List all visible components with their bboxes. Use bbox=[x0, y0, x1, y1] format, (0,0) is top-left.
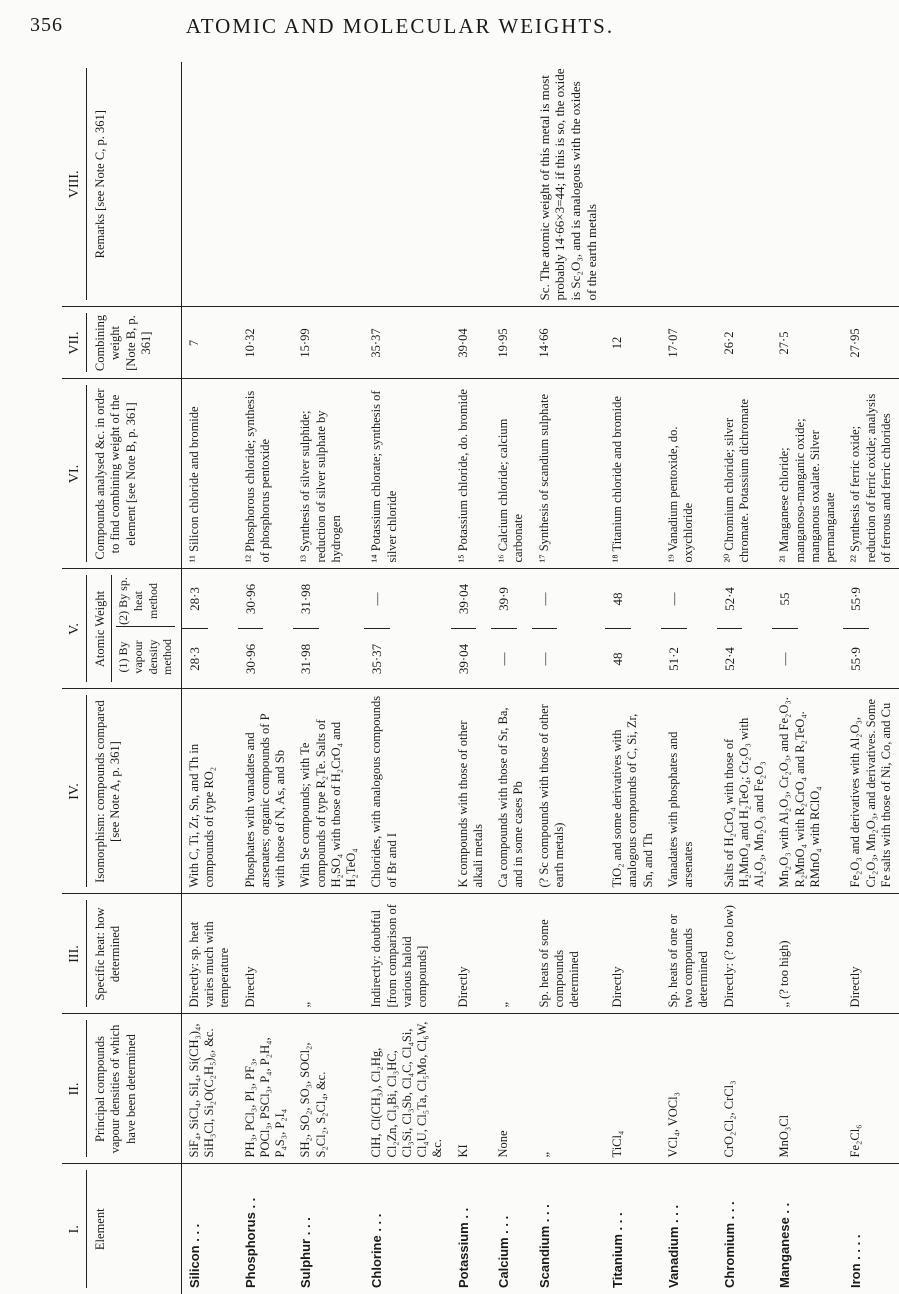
cell-analysed: ¹⁸ Titanium chloride and bromide bbox=[605, 379, 661, 569]
cell-isomorph: TiO₂ and some derivatives with analogous compounds of C, Si, Zr, Sn, and Th bbox=[605, 689, 661, 894]
cell-vapour: SiF₄, SiCl₄, SiI₄, Si(CH₃)₄, SiH₃Cl, Si₂O(C₂H₅)₆, &c. bbox=[181, 1014, 237, 1164]
cell-isomorph: Chlorides, with analogous compounds of Br and I bbox=[364, 689, 450, 894]
cell-analysed: ¹⁹ Vanadium pentoxide, do. oxychloride bbox=[661, 379, 717, 569]
cell-analysed: ¹¹ Silicon chloride and bromide bbox=[181, 379, 237, 569]
cell-isomorph: Fe₂O₃ and derivatives with Al₂O₃, Cr₂O₃, Mn₂O₃, and derivatives. Some Fe salts with those of Ni, Co, and Cu bbox=[843, 689, 899, 894]
cell-remark: Sc. The atomic weight of this metal is most probably 14·66×3=44; if this is so, the oxide is Sc₂O₃, and is analogous with the oxides of the earth metals bbox=[536, 68, 600, 301]
cell-spheat: Directly bbox=[605, 894, 661, 1014]
cell-remark bbox=[772, 62, 843, 307]
cell-element: Chromium . . . bbox=[717, 1164, 773, 1294]
cell-vapour: ClH, Cl(CH₃), Cl₂Hg, Cl₂Zn, Cl₃Bi, Cl₃HC, Cl₃Si, Cl₃Sb, Cl₄C, Cl₄Si, Cl₄U, Cl₅Ta, Cl₅Mo, Cl₆W, &c. bbox=[364, 1014, 450, 1164]
table-row bbox=[843, 62, 899, 1294]
cell-element: Phosphorus . . bbox=[238, 1164, 294, 1294]
cell-aw1: 55·9 bbox=[843, 629, 869, 689]
cell-isomorph: (? Sc compounds with those of other earth metals) bbox=[532, 689, 605, 894]
col-header-isomorphism: IV. Isomorphism: compounds compared [see Note A, p. 361] bbox=[62, 689, 181, 894]
cell-remark bbox=[661, 62, 717, 307]
cell-aw1: 51·2 bbox=[661, 629, 687, 689]
col-header-remarks: VIII. Remarks [see Note C, p. 361] bbox=[62, 62, 181, 307]
cell-comb: 27·95 bbox=[843, 307, 899, 379]
cell-spheat: „ bbox=[491, 894, 532, 1014]
cell-aw1: — bbox=[491, 629, 517, 689]
cell-element: Sulphur . . . bbox=[293, 1164, 364, 1294]
cell-comb: 17·07 bbox=[661, 307, 717, 379]
table-row bbox=[491, 62, 532, 1294]
table-row bbox=[772, 62, 843, 1294]
cell-aw2: — bbox=[665, 592, 681, 606]
cell-comb: 27·5 bbox=[772, 307, 843, 379]
cell-atomic-weight bbox=[293, 569, 364, 689]
cell-aw1: 48 bbox=[605, 629, 631, 689]
cell-comb: 19·95 bbox=[491, 307, 532, 379]
cell-vapour: MnO₃Cl bbox=[772, 1014, 843, 1164]
cell-isomorph: K compounds with those of other alkali metals bbox=[451, 689, 492, 894]
col-header-analysed: VI. Compounds analysed &c. in order to find combining weight of the element [see Note B, p. 361] bbox=[62, 379, 181, 569]
cell-analysed: ²⁰ Chromium chloride; silver chromate. Potassium dichromate bbox=[717, 379, 773, 569]
col-header-atomic-weight: V. Atomic Weight (1) By vapour density method (2) By sp. heat method bbox=[62, 569, 181, 689]
cell-vapour: CrO₂Cl₂, CrCl₃ bbox=[717, 1014, 773, 1164]
cell-remark bbox=[451, 62, 492, 307]
table-row bbox=[661, 62, 717, 1294]
rotated-table-container bbox=[62, 62, 893, 1294]
col-header-element: I. Element bbox=[62, 1164, 181, 1294]
cell-spheat: „ bbox=[293, 894, 364, 1014]
cell-analysed: ¹⁵ Potassium chloride, do. bromide bbox=[451, 379, 492, 569]
cell-remark bbox=[717, 62, 773, 307]
cell-aw2: 30·96 bbox=[242, 583, 258, 615]
cell-aw2: 52·4 bbox=[721, 587, 737, 611]
col-header-spheat: III. Specific heat: how determined bbox=[62, 894, 181, 1014]
cell-comb: 10·32 bbox=[238, 307, 294, 379]
cell-aw1: 39·04 bbox=[451, 629, 477, 689]
page-number: 356 bbox=[30, 14, 63, 36]
cell-aw1: — bbox=[532, 629, 558, 689]
table-row bbox=[717, 62, 773, 1294]
cell-spheat: Directly bbox=[238, 894, 294, 1014]
cell-analysed: ¹² Phosphorous chloride; synthesis of phosphorus pentoxide bbox=[238, 379, 294, 569]
table-row bbox=[293, 62, 364, 1294]
cell-element: Titanium . . . bbox=[605, 1164, 661, 1294]
table-row bbox=[605, 62, 661, 1294]
cell-remark bbox=[293, 62, 364, 307]
cell-spheat: Directly: sp. heat varies much with temperature bbox=[181, 894, 237, 1014]
cell-remark bbox=[605, 62, 661, 307]
cell-atomic-weight bbox=[451, 569, 492, 689]
cell-isomorph: With Se compounds; with Te compounds of type R₂Te. Salts of H₂SO₄ with those of H₂CrO₄ and H₂TeO₄ bbox=[293, 689, 364, 894]
cell-isomorph: With C, Ti, Zr, Sn, and Th in compounds of type RO₂ bbox=[181, 689, 237, 894]
cell-aw2: 39·04 bbox=[455, 583, 471, 615]
table-row bbox=[451, 62, 492, 1294]
cell-element: Potassium . . bbox=[451, 1164, 492, 1294]
cell-atomic-weight bbox=[532, 569, 605, 689]
cell-analysed: ²¹ Manganese chloride; manganoso-manganic oxide; manganous oxalate. Silver permanganate bbox=[772, 379, 843, 569]
cell-comb: 39·04 bbox=[451, 307, 492, 379]
cell-vapour: KI bbox=[451, 1014, 492, 1164]
cell-atomic-weight bbox=[491, 569, 532, 689]
cell-spheat: Directly bbox=[843, 894, 899, 1014]
cell-vapour: None bbox=[491, 1014, 532, 1164]
cell-isomorph: Ca compounds with those of Sr, Ba, and in some cases Pb bbox=[491, 689, 532, 894]
cell-vapour: Fe₂Cl₆ bbox=[843, 1014, 899, 1164]
cell-comb: 7 bbox=[181, 307, 237, 379]
cell-remark bbox=[181, 62, 237, 307]
cell-aw2: 55 bbox=[777, 592, 793, 606]
cell-aw2: 28·3 bbox=[186, 587, 202, 611]
cell-vapour: „ bbox=[532, 1014, 605, 1164]
table-row bbox=[364, 62, 450, 1294]
cell-aw1: 31·98 bbox=[293, 629, 319, 689]
cell-comb: 35·37 bbox=[364, 307, 450, 379]
table-row bbox=[532, 62, 605, 1294]
cell-vapour: PH₃, PCl₃, PI₃, PF₃, POCl₃, PSCl₃, P₄, P₂H₄, P₄S₃, P₂I₄ bbox=[238, 1014, 294, 1164]
cell-atomic-weight bbox=[772, 569, 843, 689]
cell-vapour: TiCl₄ bbox=[605, 1014, 661, 1164]
cell-atomic-weight bbox=[661, 569, 717, 689]
cell-analysed: ¹⁷ Synthesis of scandium sulphate bbox=[532, 379, 605, 569]
cell-spheat: Directly bbox=[451, 894, 492, 1014]
cell-comb: 26·2 bbox=[717, 307, 773, 379]
cell-aw2: 39·9 bbox=[496, 587, 512, 611]
cell-isomorph: Phosphates with vanadates and arsenates; organic compounds of P with those of N, As, and Sb bbox=[238, 689, 294, 894]
cell-analysed: ¹⁴ Potassium chlorate; synthesis of silver chloride bbox=[364, 379, 450, 569]
cell-spheat: „ (? too high) bbox=[772, 894, 843, 1014]
cell-atomic-weight bbox=[605, 569, 661, 689]
cell-element: Calcium . . . bbox=[491, 1164, 532, 1294]
cell-element: Vanadium . . . bbox=[661, 1164, 717, 1294]
cell-atomic-weight bbox=[238, 569, 294, 689]
cell-isomorph: Vanadates with phosphates and arsenates bbox=[661, 689, 717, 894]
cell-element: Iron . . . . bbox=[843, 1164, 899, 1294]
cell-remark bbox=[364, 62, 450, 307]
cell-remark bbox=[843, 62, 899, 307]
cell-isomorph: Salts of H₂CrO₄ with those of H₂MnO₄ and H₂TeO₄; Cr₂O₃ with Al₂O₃, Mn₂O₃ and Fe₂O₃ bbox=[717, 689, 773, 894]
cell-aw2: 31·98 bbox=[298, 583, 314, 615]
cell-comb: 14·66 bbox=[532, 307, 605, 379]
cell-remark bbox=[238, 62, 294, 307]
cell-aw2: 48 bbox=[610, 592, 626, 606]
cell-aw1: 35·37 bbox=[364, 629, 390, 689]
cell-comb: 12 bbox=[605, 307, 661, 379]
cell-analysed: ²² Synthesis of ferric oxide; reduction of ferric oxide; analysis of ferrous and ferric chlorides bbox=[843, 379, 899, 569]
cell-analysed: ¹³ Synthesis of silver sulphide; reduction of silver sulphate by hydrogen bbox=[293, 379, 364, 569]
cell-analysed: ¹⁶ Calcium chloride; calcium carbonate bbox=[491, 379, 532, 569]
cell-aw2: 55·9 bbox=[848, 587, 864, 611]
cell-vapour: VCl₄, VOCl₃ bbox=[661, 1014, 717, 1164]
cell-remark bbox=[491, 62, 532, 307]
cell-aw2: — bbox=[536, 592, 552, 606]
cell-element: Chlorine . . . bbox=[364, 1164, 450, 1294]
cell-spheat: Sp. heats of one or two compounds determined bbox=[661, 894, 717, 1014]
table-header-row bbox=[62, 62, 181, 1294]
cell-comb: 15·99 bbox=[293, 307, 364, 379]
cell-aw1: 52·4 bbox=[717, 629, 743, 689]
cell-atomic-weight bbox=[181, 569, 237, 689]
cell-element: Silicon . . . bbox=[181, 1164, 237, 1294]
cell-aw1: — bbox=[772, 629, 798, 689]
page-header bbox=[0, 0, 800, 56]
cell-element: Scandium . . . bbox=[532, 1164, 605, 1294]
cell-spheat: Sp. heats of some compounds determined bbox=[532, 894, 605, 1014]
cell-aw1: 30·96 bbox=[238, 629, 264, 689]
cell-spheat: Directly: (? too low) bbox=[717, 894, 773, 1014]
table-row bbox=[181, 62, 237, 1294]
cell-atomic-weight bbox=[843, 569, 899, 689]
table-row bbox=[238, 62, 294, 1294]
cell-spheat: Indirectly: doubtful [from comparison of various haloid compounds] bbox=[364, 894, 450, 1014]
cell-vapour: SH₂, SO₂, SO₃, SOCl₂, S₂Cl₂, S₂Cl₄, &c. bbox=[293, 1014, 364, 1164]
cell-atomic-weight bbox=[717, 569, 773, 689]
cell-aw1: 28·3 bbox=[182, 629, 208, 689]
running-title: ATOMIC AND MOLECULAR WEIGHTS. bbox=[185, 14, 615, 38]
cell-isomorph: Mn₂O₃ with Al₂O₃, Cr₂O₃, and Fe₂O₃. R₂MnO₄ with R₂CrO₄ and R₂TeO₄. RMnO₄ with RClO₄ bbox=[772, 689, 843, 894]
col-header-vapour: II. Principal compounds vapour densities of which have been determined bbox=[62, 1014, 181, 1164]
col-header-combining: VII. Combining weight [Note B, p. 361] bbox=[62, 307, 181, 379]
atomic-weight-table bbox=[62, 62, 899, 1294]
cell-atomic-weight bbox=[364, 569, 450, 689]
cell-aw2: — bbox=[369, 592, 385, 606]
cell-element: Manganese . . bbox=[772, 1164, 843, 1294]
